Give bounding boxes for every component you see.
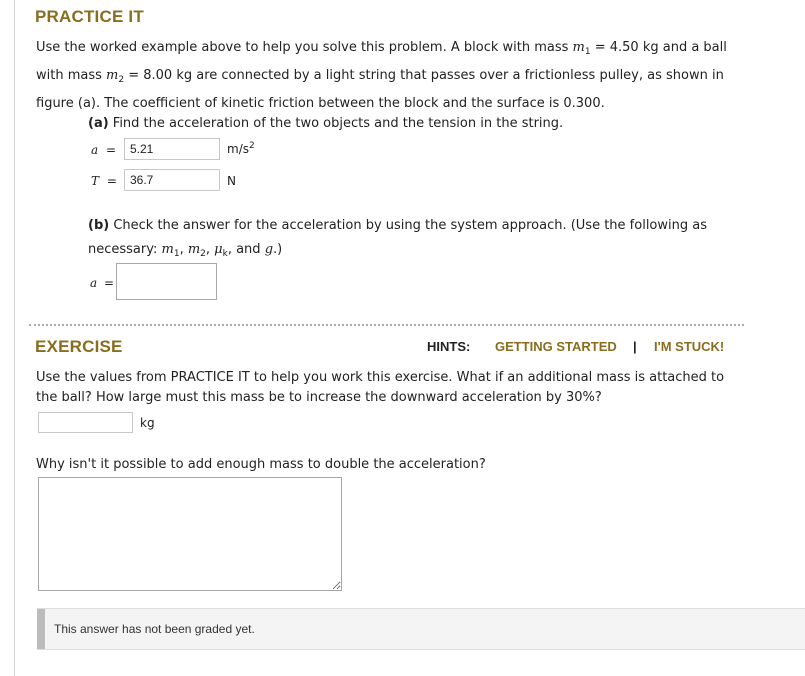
accel-unit: $m/s^2$ [227,141,255,156]
exercise-heading: EXERCISE [35,337,123,356]
part-a-question: (a) Find the acceleration of the two objects and the tension in the string. [88,116,564,131]
grade-status-bar [37,609,45,649]
problem-statement [36,36,756,116]
grade-status-panel [37,608,805,650]
mass-unit: kg [140,416,155,430]
problem-line-2: with mass $m_2 = 8.00$ kg are connected by a light string that passes over a frictionless pulley, as shown in [36,68,724,85]
grade-status-text: This answer has not been graded yet. [54,622,255,636]
additional-mass-input[interactable] [38,412,133,433]
getting-started-link[interactable]: GETTING STARTED [495,339,617,354]
section-divider [29,324,744,326]
tension-input[interactable] [124,169,220,191]
left-border [14,0,15,676]
problem-line-1: Use the worked example above to help you solve this problem. A block with mass $m_1 = 4.50$ kg and a ball [36,40,727,57]
problem-line-3: figure (a). The coefficient of kinetic friction between the block and the surface is 0.300. [36,96,605,111]
tension-symbol-t: T = [91,174,117,188]
system-accel-symbol: a = [90,276,115,290]
accel-symbol-a: a = [91,143,117,157]
im-stuck-link[interactable]: I'M STUCK! [654,339,725,354]
why-question: Why isn't it possible to add enough mass to double the acceleration? [36,457,486,472]
why-answer-textarea[interactable] [38,477,342,591]
exercise-text: Use the values from PRACTICE IT to help you work this exercise. What if an additional mass is attached to the ball? How large must this mass be to increase the downward acceleration by 30%? [36,370,725,405]
system-approach-input[interactable] [116,263,217,300]
part-b-question: (b) Check the answer for the acceleration by using the system approach. (Use the following as necessary: $m_1$, $m_2$, $\mu_k$, and g.) [88,218,707,259]
practice-it-heading: PRACTICE IT [35,7,144,26]
hints-label: HINTS: [427,339,471,354]
tension-unit: N [227,174,236,188]
acceleration-input[interactable] [124,138,220,160]
hint-separator: | [633,339,637,354]
